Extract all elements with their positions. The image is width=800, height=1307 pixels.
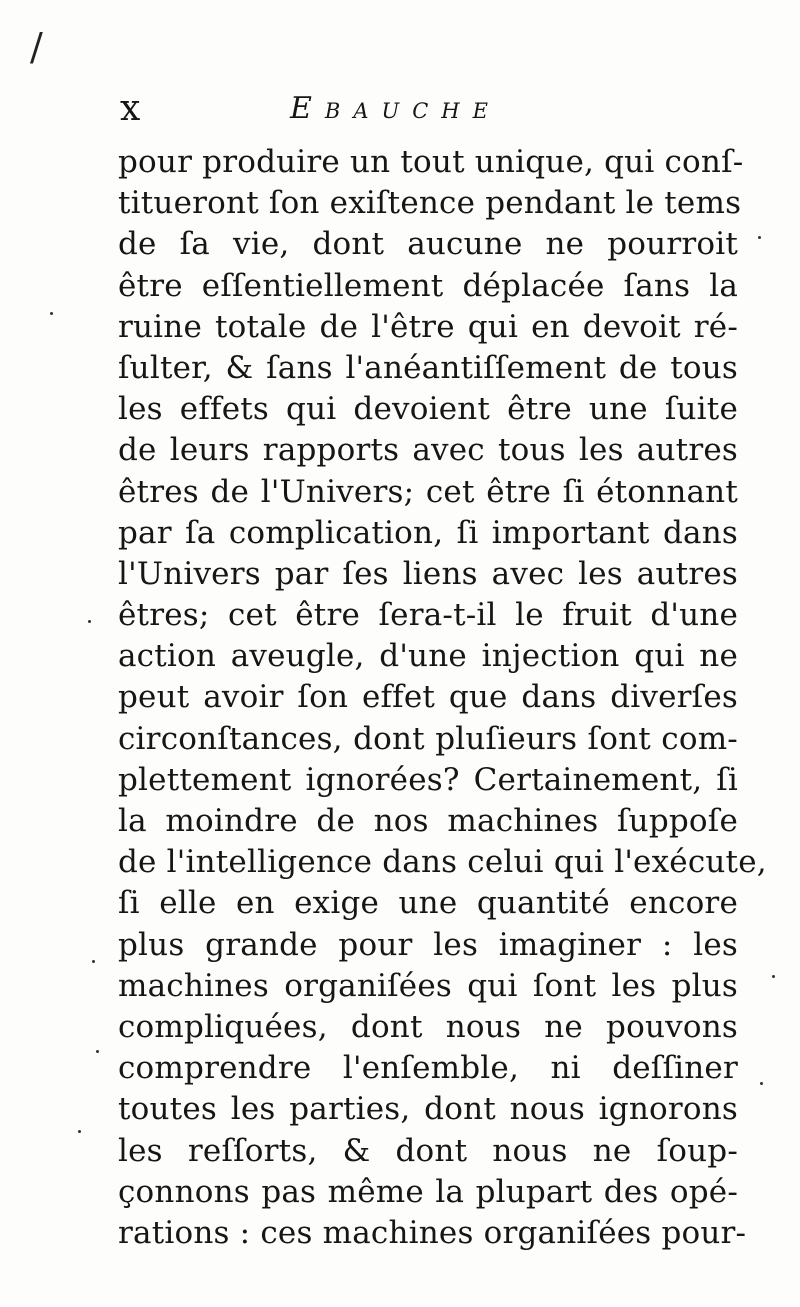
text-line: êtres de l'Univers; cet être ſi étonnant <box>118 473 738 510</box>
text-line: pour produire un tout unique, qui conſ- <box>118 144 744 180</box>
text-line: toutes les parties, dont nous ignorons <box>118 1091 738 1128</box>
text-line: ruine totale de l'être qui en devoit ré- <box>118 308 738 345</box>
text-line: circonſtances, dont pluſieurs ſont com- <box>118 720 738 757</box>
text-line: êtres; cet être ſera-t-il le fruit d'une <box>118 597 738 634</box>
text-line: de l'intelligence dans celui qui l'exécute, <box>118 844 767 881</box>
text-line: par ſa complication, ſi important dans <box>118 514 738 551</box>
text-line: de ſa vie, dont aucune ne pourroit <box>118 226 738 263</box>
text-line: çonnons pas même la plupart des opé- <box>118 1173 738 1210</box>
paper-speck <box>50 312 53 315</box>
paper-speck <box>96 1050 99 1053</box>
paper-speck <box>92 960 95 963</box>
body-text <box>118 142 767 1254</box>
paper-speck <box>758 236 761 239</box>
running-head: Ebauche <box>290 91 501 126</box>
text-line: titueront ſon exiſtence pendant le tems <box>118 185 742 222</box>
text-line: action aveugle, d'une injection qui ne <box>118 638 738 675</box>
text-line: rations : ces machines organiſées pour- <box>118 1214 747 1251</box>
paper-speck <box>78 1130 81 1133</box>
paper-speck <box>760 1082 763 1085</box>
text-line: compliquées, dont nous ne pouvons <box>118 1008 738 1045</box>
text-line: ſi elle en exige une quantité encore <box>118 885 738 922</box>
text-line: plus grande pour les imaginer : les <box>118 926 738 963</box>
text-line: de leurs rapports avec tous les autres <box>118 432 738 469</box>
paper-speck <box>88 620 91 623</box>
text-line: l'Univers par ſes liens avec les autres <box>118 555 738 592</box>
text-line: être eſſentiellement déplacée ſans la <box>118 267 738 304</box>
text-line: ſulter, & ſans l'anéantiſſement de tous <box>118 349 738 386</box>
margin-pen-mark: / <box>30 25 43 69</box>
page-header <box>118 84 738 134</box>
text-line: machines organiſées qui ſont les plus <box>118 967 738 1004</box>
text-line: comprendre l'enſemble, ni deſſiner <box>118 1050 738 1087</box>
text-line: la moindre de nos machines ſuppoſe <box>118 803 738 839</box>
text-line: les effets qui devoient être une ſuite <box>118 391 738 428</box>
text-line: peut avoir ſon effet que dans diverſes <box>118 679 738 716</box>
page-number: x <box>120 88 142 129</box>
text-line: plettement ignorées? Certainement, ſi <box>118 761 738 798</box>
text-line: les reſſorts, & dont nous ne ſoup- <box>118 1132 738 1169</box>
paper-speck <box>772 975 775 978</box>
